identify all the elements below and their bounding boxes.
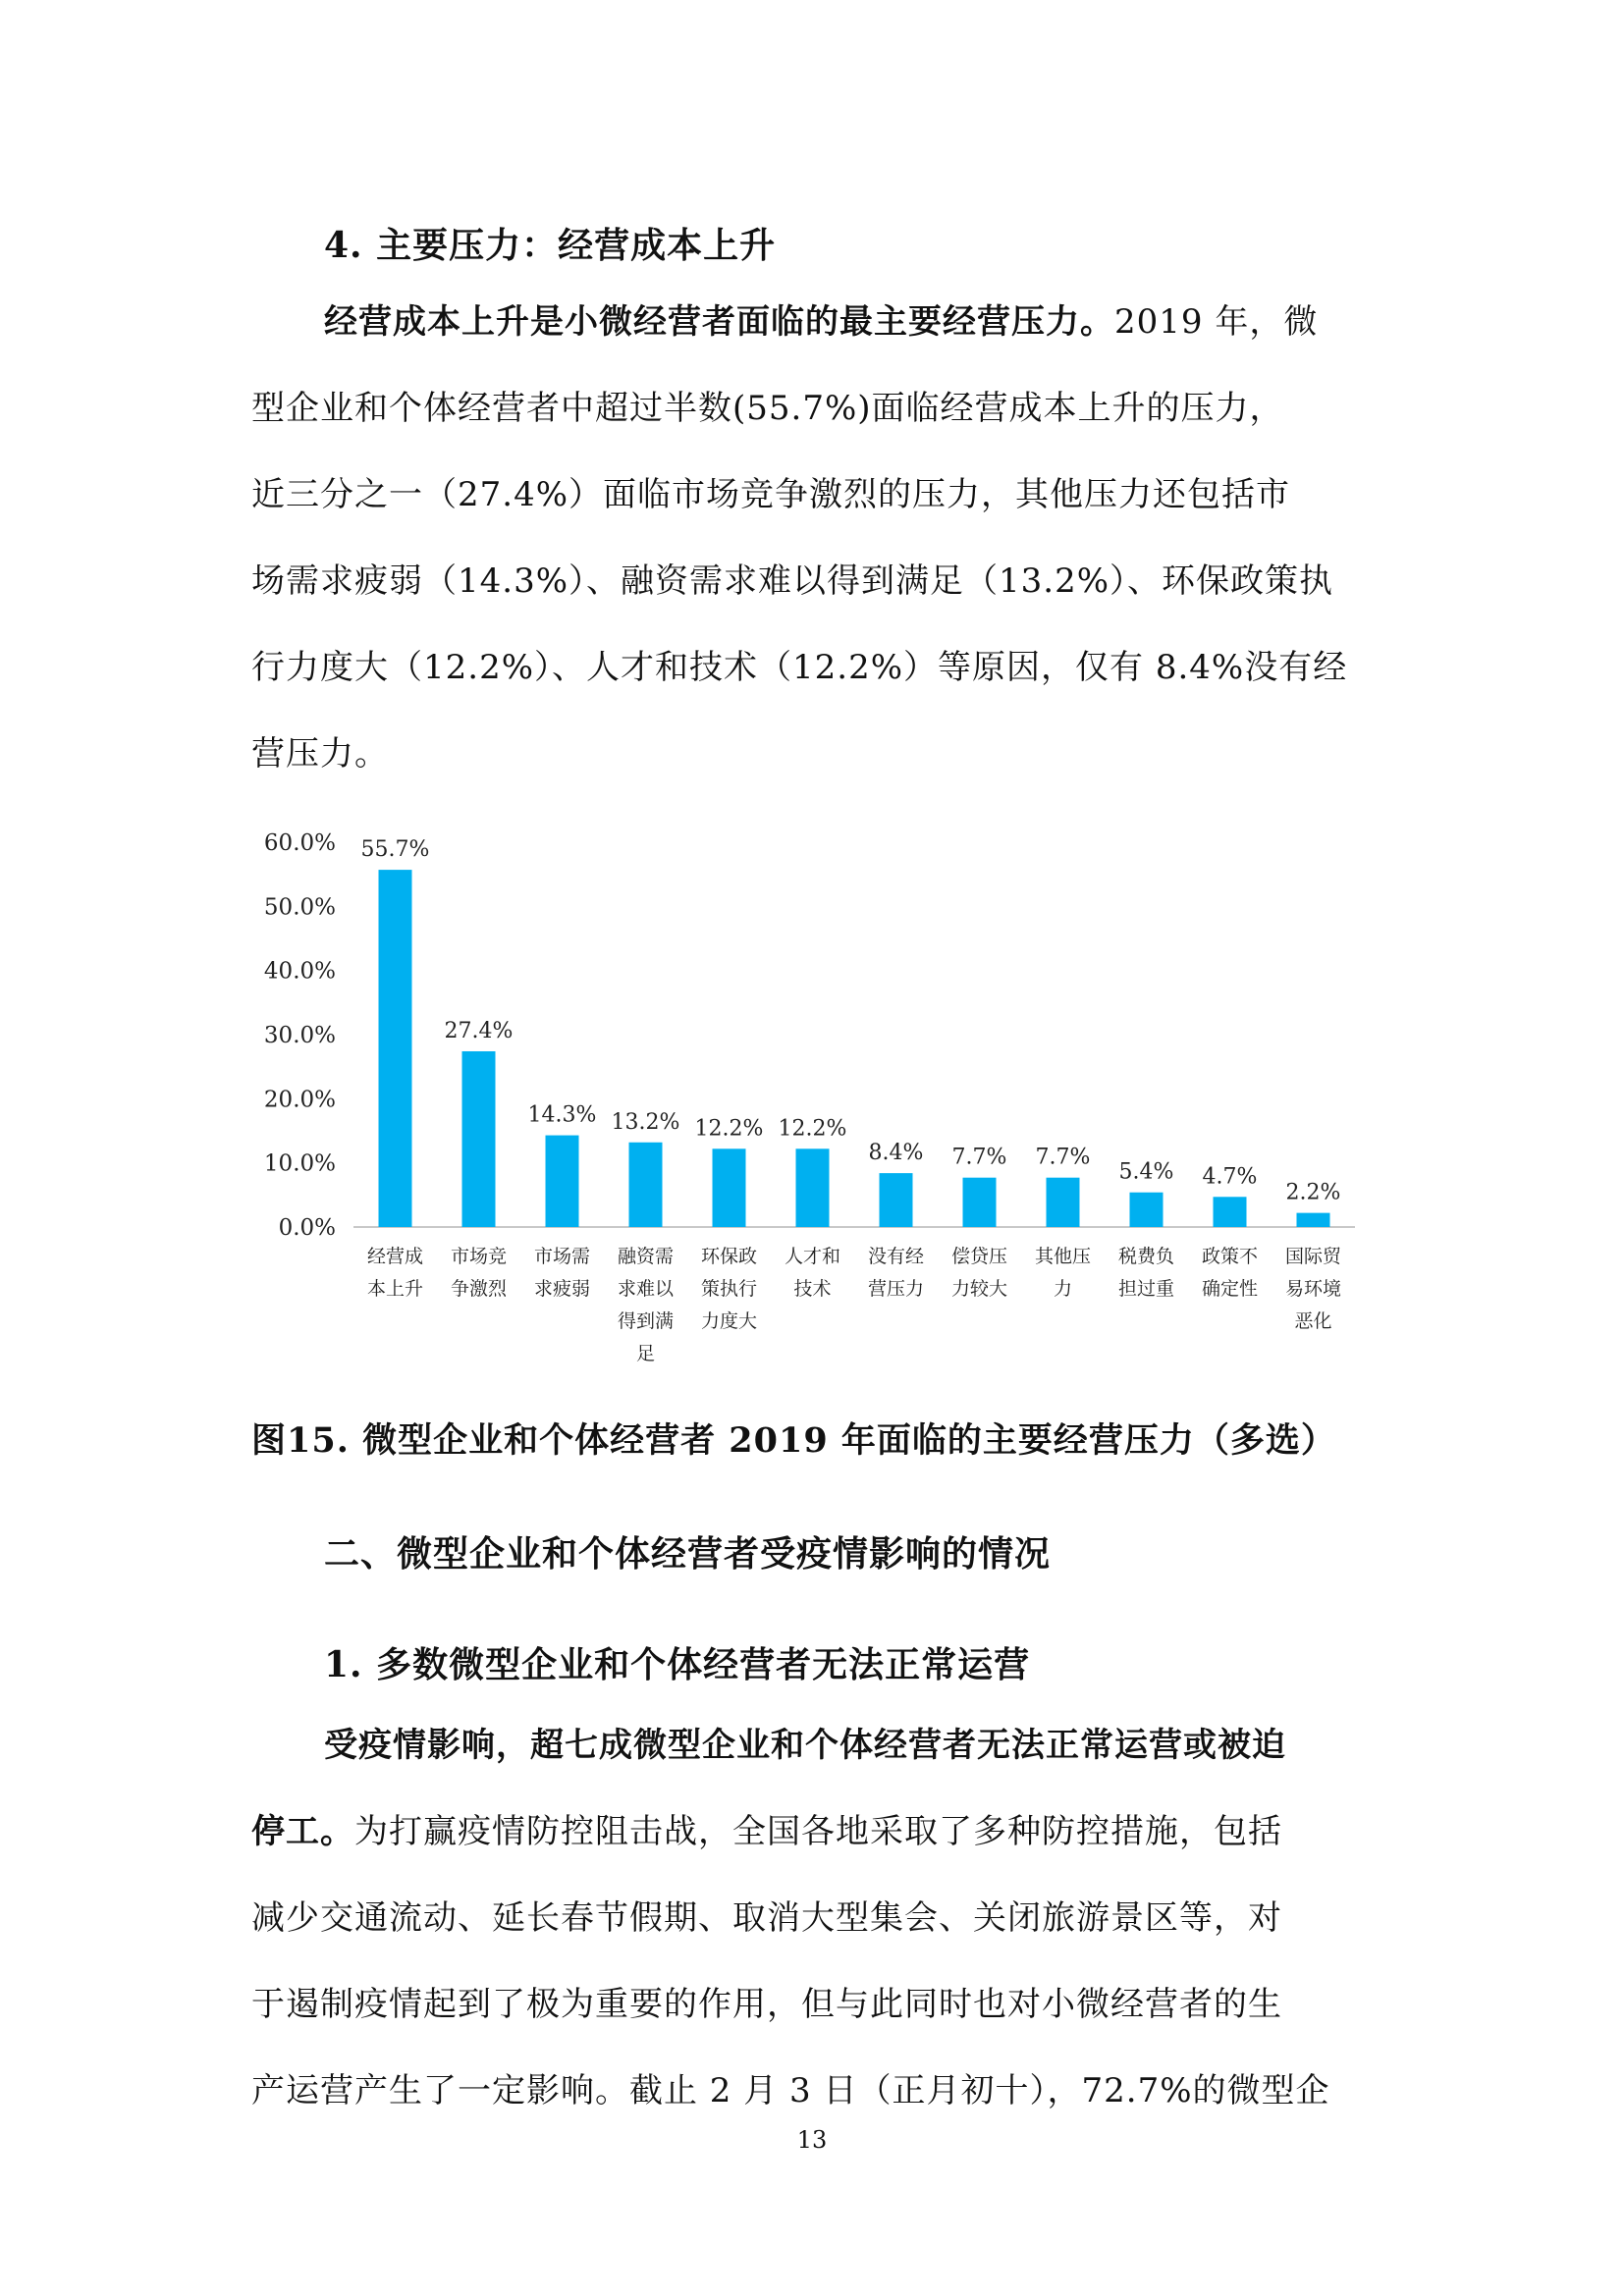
category-label: 环保政: [700, 1246, 758, 1267]
category-label: 力较大: [950, 1278, 1008, 1300]
data-label: 7.7%: [951, 1145, 1007, 1170]
data-label: 14.3%: [527, 1102, 597, 1128]
data-label: 55.7%: [360, 837, 430, 863]
data-label: 2.2%: [1285, 1180, 1341, 1205]
category-label: 力度大: [700, 1310, 758, 1332]
data-label: 12.2%: [778, 1116, 847, 1142]
bar: [796, 1148, 830, 1227]
category-label: 力: [1053, 1278, 1073, 1300]
category-label: 人才和: [784, 1246, 841, 1267]
data-label: 7.7%: [1035, 1145, 1091, 1170]
pressure-bar-chart: [245, 815, 1375, 1364]
paragraph-line: 产运营产生了一定影响。截止 2 月 3 日（正月初十），72.7%的微型企: [251, 2071, 1330, 2110]
paragraph-text: 2019 年，微: [1114, 302, 1319, 342]
category-label: 偿贷压: [950, 1246, 1008, 1267]
category-label: 国际贸: [1284, 1246, 1342, 1267]
category-label: 税费负: [1117, 1246, 1175, 1267]
category-label: 求疲弱: [533, 1278, 591, 1300]
y-tick-label: 60.0%: [263, 830, 336, 856]
y-tick-label: 30.0%: [263, 1023, 336, 1048]
category-label: 确定性: [1201, 1278, 1259, 1300]
category-label: 求难以: [617, 1278, 675, 1300]
category-label: 本上升: [366, 1278, 424, 1300]
category-label: 策执行: [700, 1278, 758, 1300]
data-label: 12.2%: [694, 1116, 764, 1142]
paragraph-line: 型企业和个体经营者中超过半数(55.7%)面临经营成本上升的压力，: [251, 389, 1284, 428]
data-label: 5.4%: [1118, 1159, 1174, 1185]
category-label: 政策不: [1201, 1246, 1259, 1267]
paragraph-line: 营压力。: [251, 734, 389, 774]
category-label: 没有经: [867, 1246, 925, 1267]
data-label: 13.2%: [611, 1109, 680, 1135]
bar: [1047, 1178, 1080, 1227]
bar: [963, 1178, 997, 1227]
paragraph-line: 近三分之一（27.4%）面临市场竞争激烈的压力，其他压力还包括市: [251, 475, 1291, 514]
section-heading-4: 4. 主要压力：经营成本上升: [324, 225, 777, 266]
bar: [1214, 1197, 1247, 1227]
y-tick-label: 20.0%: [263, 1087, 336, 1113]
bar: [880, 1173, 913, 1227]
paragraph-line: [251, 1804, 1282, 1852]
y-tick-label: 10.0%: [263, 1150, 336, 1177]
bar: [1297, 1213, 1330, 1227]
bar: [713, 1148, 746, 1227]
bar: [462, 1051, 496, 1227]
page-number: 13: [796, 2126, 828, 2154]
y-tick-label: 50.0%: [263, 894, 336, 921]
category-label: 技术: [793, 1278, 832, 1300]
section-heading-two: 二、微型企业和个体经营者受疫情影响的情况: [324, 1533, 1052, 1575]
paragraph-line: [324, 294, 1318, 343]
paragraph-line: 减少交通流动、延长春节假期、取消大型集会、关闭旅游景区等，对: [251, 1898, 1282, 1938]
category-label: 争激烈: [450, 1278, 508, 1300]
bar: [1130, 1193, 1164, 1227]
paragraph-text: 为打赢疫情防控阻击战，全国各地采取了多种防控措施，包括: [354, 1812, 1282, 1851]
bar: [546, 1136, 579, 1227]
bar: [379, 870, 412, 1227]
section-heading-1: 1. 多数微型企业和个体经营者无法正常运营: [324, 1644, 1031, 1685]
category-label: 融资需: [617, 1246, 675, 1267]
data-label: 27.4%: [444, 1018, 514, 1043]
category-label: 得到满: [617, 1310, 675, 1332]
paragraph-line: 受疫情影响，超七成微型企业和个体经营者无法正常运营或被迫: [324, 1726, 1286, 1765]
figure-caption: 图15. 微型企业和个体经营者 2019 年面临的主要经营压力（多选）: [251, 1420, 1336, 1461]
category-label: 营压力: [867, 1278, 925, 1300]
bold-lead: 经营成本上升是小微经营者面临的最主要经营压力。: [324, 302, 1114, 342]
paragraph-line: 场需求疲弱（14.3%）、融资需求难以得到满足（13.2%）、环保政策执: [251, 561, 1334, 601]
data-label: 4.7%: [1202, 1164, 1258, 1190]
y-tick-label: 0.0%: [278, 1215, 336, 1241]
category-label: 恶化: [1294, 1310, 1332, 1332]
bold-lead: 停工。: [251, 1812, 354, 1851]
category-label: 市场需: [533, 1246, 591, 1267]
paragraph-line: 行力度大（12.2%）、人才和技术（12.2%）等原因，仅有 8.4%没有经: [251, 648, 1348, 687]
category-label: 足: [635, 1343, 656, 1364]
category-label: 市场竞: [450, 1246, 508, 1267]
data-label: 8.4%: [868, 1141, 924, 1166]
y-tick-label: 40.0%: [263, 958, 336, 985]
category-label: 担过重: [1117, 1278, 1175, 1300]
category-label: 经营成: [366, 1246, 424, 1267]
bar: [629, 1143, 663, 1227]
category-label: 其他压: [1034, 1246, 1092, 1267]
paragraph-line: 于遏制疫情起到了极为重要的作用，但与此同时也对小微经营者的生: [251, 1985, 1282, 2024]
category-label: 易环境: [1284, 1278, 1342, 1300]
